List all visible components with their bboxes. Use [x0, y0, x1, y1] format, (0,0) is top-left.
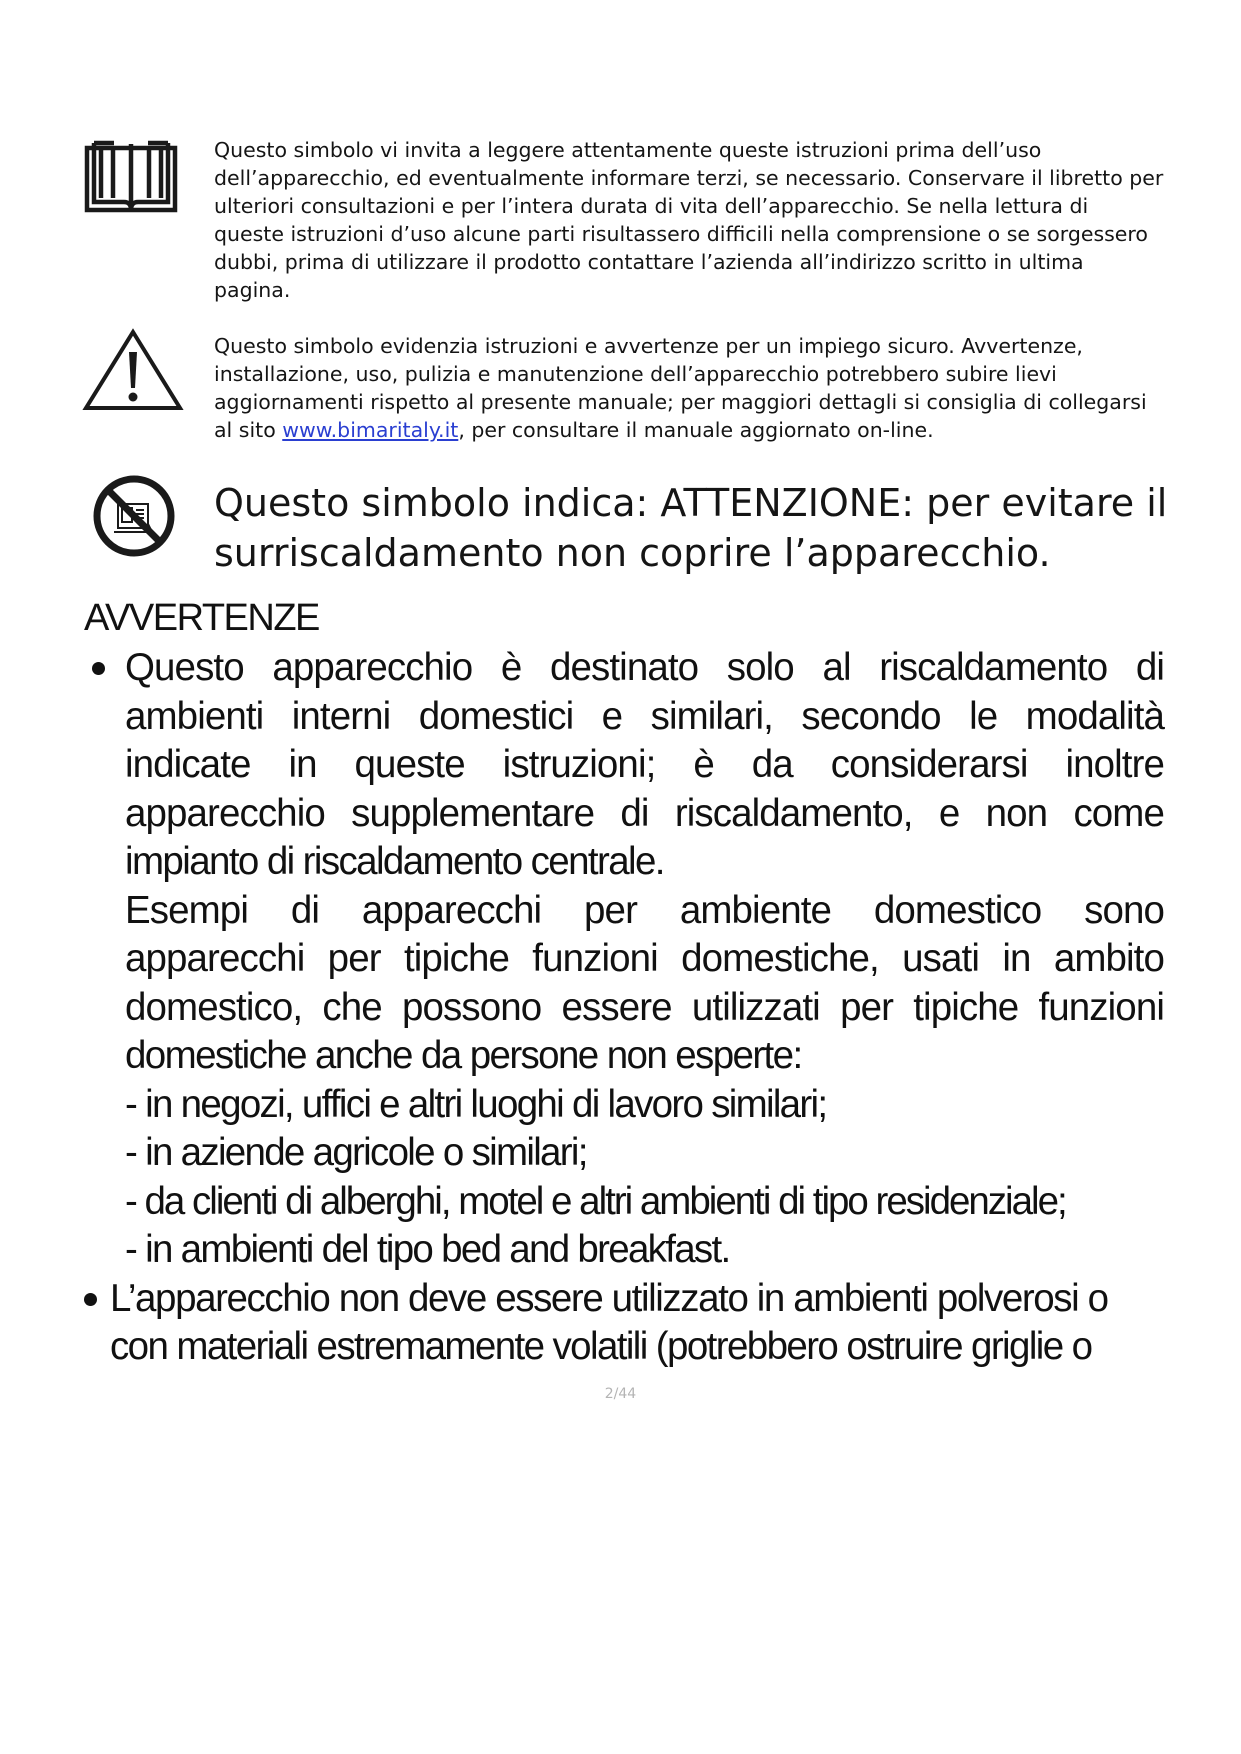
symbol-row-read-instructions — [84, 136, 1164, 306]
symbol-row-do-not-cover — [84, 474, 1168, 584]
examples-line-3: domestico, che possono essere utilizzati per tipiche funzioni — [125, 985, 1164, 1029]
safety-warning-text — [214, 332, 1164, 444]
warning-1-line-2: ambienti interni domestici e similari, secondo le modalità — [125, 694, 1164, 738]
warning-item-1 — [84, 644, 1164, 1275]
warnings-list — [84, 644, 1164, 1372]
warning-item-2 — [84, 1275, 1164, 1372]
bullet-icon — [84, 1293, 97, 1306]
website-link[interactable]: www.bimaritaly.it — [282, 418, 459, 442]
warning-1-line-4: apparecchio supplementare di riscaldamento, e non come — [125, 791, 1164, 835]
example-bnb: - in ambienti del tipo bed and breakfast. — [125, 1228, 730, 1271]
examples-line-1: Esempi di apparecchi per ambiente domestico sono — [125, 888, 1164, 932]
warning-1-line-5: impianto di riscaldamento centrale. — [125, 840, 664, 883]
example-hotels: - da clienti di alberghi, motel e altri ambienti di tipo residenziale; — [125, 1179, 1066, 1223]
example-shops: - in negozi, uffici e altri luoghi di lavoro similari; — [125, 1082, 827, 1126]
examples-line-2: apparecchi per tipiche funzioni domestiche, usati in ambito — [125, 937, 1164, 980]
warning-triangle-icon — [82, 328, 184, 417]
warning-2-line-1: L’apparecchio non deve essere utilizzato in ambienti polverosi o — [110, 1276, 1108, 1320]
safety-text-before-link: Questo simbolo evidenzia istruzioni e avvertenze per un impiego sicuro. Avvertenze, installazione, uso, pulizia e manutenzione dell’apparecchio potrebbero subire lievi aggiornamenti rispetto al presente manuale; per maggiori dettagli si consiglia di collegarsi al sito — [214, 334, 1147, 442]
safety-text-after-link: , per consultare il manuale aggiornato on-line. — [458, 418, 934, 442]
page-number: 2/44 — [604, 1386, 637, 1402]
do-not-cover-text-after: : per evitare il surriscaldamento non coprire l’apparecchio. — [214, 481, 1168, 575]
warning-2-line-2: con materiali estremamente volatili (potrebbero ostruire griglie o — [110, 1325, 1092, 1368]
examples-line-4: domestiche anche da persone non esperte: — [125, 1034, 802, 1077]
symbol-row-safety-warning — [84, 332, 1164, 472]
example-farms: - in aziende agricole o similari; — [125, 1131, 587, 1174]
warnings-heading: AVVERTENZE — [84, 597, 319, 639]
open-book-icon — [84, 140, 178, 221]
do-not-cover-icon — [92, 474, 176, 563]
attention-label: ATTENZIONE — [660, 481, 902, 525]
warning-1-line-3: indicate in queste istruzioni; è da considerarsi inoltre — [125, 743, 1164, 786]
do-not-cover-text-before: Questo simbolo indica: — [214, 481, 661, 525]
do-not-cover-text — [214, 478, 1194, 578]
warning-1-line-1: Questo apparecchio è destinato solo al riscaldamento di — [125, 646, 1164, 689]
read-instructions-text: Questo simbolo vi invita a leggere attentamente queste istruzioni prima dell’uso dell’apparecchio, ed eventualmente informare terzi, se necessario. Conservare il libretto per ulteriori consultazioni e per l’intera durata di vita dell’apparecchio. Se nella lettura di queste istruzioni d’uso alcune parti risultassero difficili nella comprensione o se sorgessero dubbi, prima di utilizzare il prodotto contattare l’azienda all’indirizzo scritto in ultima pagina. — [214, 138, 1164, 302]
bullet-icon — [92, 662, 105, 675]
